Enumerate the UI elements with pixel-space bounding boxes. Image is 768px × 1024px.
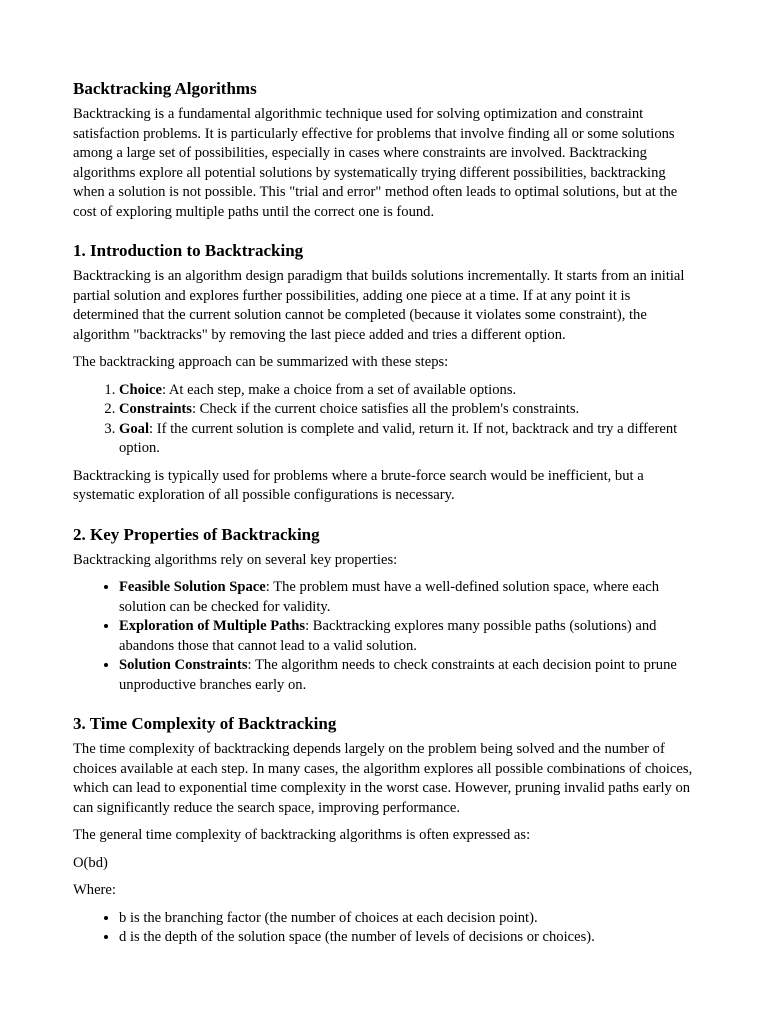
list-item-text: : The problem must have a well-defined solution space, where each solution can be checked for validity. — [119, 579, 659, 615]
list-item-text: : At each step, make a choice from a set of available options. — [161, 381, 517, 398]
list-item-term: Choice — [119, 381, 162, 398]
section-1-paragraph-2: The backtracking approach can be summarized with these steps: — [73, 354, 449, 370]
list-item-term: Solution Constraints — [119, 657, 248, 673]
properties-list — [73, 578, 698, 695]
section-3-paragraph-2: The general time complexity of backtracking algorithms is often expressed as: — [73, 827, 531, 843]
list-item — [119, 617, 698, 656]
list-item-term: Feasible Solution Space — [119, 579, 266, 595]
section-2-paragraph-1: Backtracking algorithms rely on several key properties: — [73, 551, 398, 568]
where-label: Where: — [73, 882, 116, 898]
list-item — [119, 656, 698, 695]
variables-list — [73, 909, 698, 948]
section-2-heading: 2. Key Properties of Backtracking — [73, 524, 320, 544]
list-item: • d is the depth of the solution space (the number of levels of decisions or choices). — [119, 928, 698, 948]
list-item-term: Constraints — [119, 401, 192, 417]
intro-paragraph: Backtracking is a fundamental algorithmic technique used for solving optimization and constraint satisfaction problems. It is particularly effective for problems that involve finding all or some solutions among a large set of possibilities, especially in cases where constraints are involved. Backtracking algorithms explore all potential solutions by systematically trying different possibilities, backtracking when a solution is not possible. This "trial and error" method often leads to optimal solutions, but at the cost of exploring multiple paths until the correct one is found. — [73, 106, 678, 220]
steps-list — [73, 381, 698, 459]
list-item — [119, 400, 698, 420]
section-3-paragraph-1: The time complexity of backtracking depends largely on the problem being solved and the number of choices available at each step. In many cases, the algorithm explores all possible combinations of choices, which can lead to exponential time complexity in the worst case. However, pruning invalid paths early on can significantly reduce the search space, improving performance. — [73, 741, 693, 816]
list-item-text: : The algorithm needs to check constraints at each decision point to prune unproductive branches early on. — [119, 657, 677, 693]
list-item — [119, 381, 698, 401]
list-item-text: : Check if the current choice satisfies all the problem's constraints. — [191, 401, 580, 417]
section-1-heading: 1. Introduction to Backtracking — [73, 241, 304, 260]
section-1-paragraph-3: Backtracking is typically used for problems where a brute-force search would be inefficient, but a systematic exploration of all possible configurations is necessary. — [73, 467, 644, 503]
section-1-paragraph-1: Backtracking is an algorithm design paradigm that builds solutions incrementally. It starts from an initial partial solution and explores further possibilities, adding one piece at a time. If at any point it is determined that the current solution cannot be completed (because it violates some constraint), the algorithm "backtracks" by removing the last piece added and tries a different option. — [73, 268, 685, 343]
section-3-heading: 3. Time Complexity of Backtracking — [73, 714, 337, 733]
list-item — [119, 420, 698, 459]
list-item-text: : If the current solution is complete and valid, return it. If not, backtrack and try a different option. — [119, 420, 678, 456]
list-item-term: Exploration of Multiple Paths — [119, 618, 306, 634]
doc-title: Backtracking Algorithms — [73, 79, 257, 98]
list-item-term: Goal — [119, 420, 149, 437]
complexity-formula: O(bd) — [73, 854, 108, 871]
list-item: • b is the branching factor (the number of choices at each decision point). — [119, 909, 698, 929]
list-item-text: : Backtracking explores many possible paths (solutions) and abandons those that cannot lead to a valid solution. — [119, 618, 657, 654]
list-item — [119, 578, 698, 617]
